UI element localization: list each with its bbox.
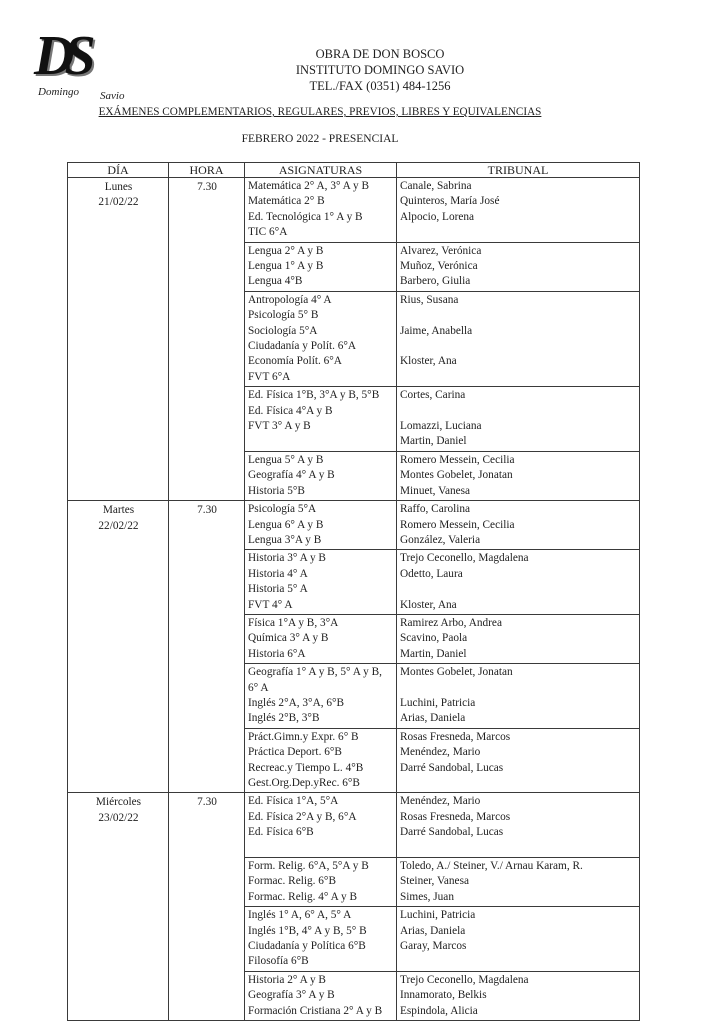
subject-line: Ed. Física 2°A y B, 6°A <box>248 810 357 823</box>
subject-line: Historia 5°B <box>248 484 305 497</box>
subjects-cell <box>245 971 397 1020</box>
tribunal-member: Odetto, Laura <box>400 567 463 580</box>
column-header-subjects: ASIGNATURAS <box>245 163 397 178</box>
subject-line: Lengua 6° A y B <box>248 518 324 531</box>
subject-line: Ed. Física 6°B <box>248 826 314 839</box>
tribunal-cell <box>397 971 640 1020</box>
tribunal-member <box>400 308 637 323</box>
tribunal-member: Luchini, Patricia <box>400 909 476 922</box>
tribunal-member <box>400 404 637 419</box>
subjects-cell <box>245 614 397 663</box>
day-date: 23/02/22 <box>98 811 139 824</box>
day-cell <box>68 178 169 501</box>
tribunal-member: Menéndez, Mario <box>400 746 481 759</box>
subject-line: FVT 6°A <box>248 370 291 383</box>
tribunal-cell <box>397 858 640 907</box>
header-line-1: OBRA DE DON BOSCO <box>315 47 445 61</box>
hour-cell: 7.30 <box>169 501 245 793</box>
subjects-cell <box>245 664 397 729</box>
day-date: 22/02/22 <box>98 519 139 532</box>
subject-line: Gest.Org.Dep.yRec. 6°B <box>248 777 360 790</box>
subject-line: Historia 2° A y B <box>248 973 326 986</box>
day-cell <box>68 793 169 1021</box>
header-line-3: TEL./FAX (0351) 484-1256 <box>309 79 451 93</box>
logo-text-domingo: Domingo <box>38 86 79 98</box>
subject-line: Sociología 5°A <box>248 324 318 337</box>
subject-line: Geografía 4° A y B <box>248 469 335 482</box>
tribunal-member <box>400 582 637 597</box>
subject-line <box>248 841 394 856</box>
subjects-cell <box>245 793 397 858</box>
subject-line: Ed. Física 1°B, 3°A y B, 5°B <box>248 389 380 402</box>
document-subtitle: FEBRERO 2022 - PRESENCIAL <box>241 133 399 145</box>
subject-line: Filosofía 6°B <box>248 955 309 968</box>
tribunal-member: Rosas Fresneda, Marcos <box>400 730 511 743</box>
tribunal-member: Espindola, Alicia <box>400 1004 478 1017</box>
tribunal-cell <box>397 242 640 291</box>
hour-cell: 7.30 <box>169 178 245 501</box>
subjects-cell <box>245 178 397 243</box>
subjects-cell <box>245 291 397 386</box>
table-row <box>68 501 640 550</box>
tribunal-member: Simes, Juan <box>400 890 454 903</box>
subject-line: Historia 6°A <box>248 647 306 660</box>
tribunal-member: Martin, Daniel <box>400 647 467 660</box>
tribunal-member: Martin, Daniel <box>400 435 467 448</box>
tribunal-cell <box>397 501 640 550</box>
subject-line: Práctica Deport. 6°B <box>248 746 342 759</box>
subject-line: Física 1°A y B, 3°A <box>248 616 339 629</box>
subject-line: Ed. Física 1°A, 5°A <box>248 795 339 808</box>
tribunal-member: Jaime, Anabella <box>400 324 473 337</box>
subject-line: Recreac.y Tiempo L. 4°B <box>248 761 364 774</box>
table-header-row <box>68 163 640 178</box>
day-name: Miércoles <box>95 796 142 809</box>
subject-line: Historia 3° A y B <box>248 552 326 565</box>
subject-line: Historia 4° A <box>248 567 308 580</box>
subjects-cell <box>245 242 397 291</box>
tribunal-cell <box>397 907 640 972</box>
subject-line: FVT 3° A y B <box>248 420 311 433</box>
table-row <box>68 793 640 858</box>
subject-line: Antropología 4° A <box>248 293 332 306</box>
tribunal-cell <box>397 728 640 793</box>
tribunal-cell <box>397 793 640 858</box>
subject-line: Lengua 2° A y B <box>248 244 324 257</box>
tribunal-member: Alvarez, Verónica <box>400 244 482 257</box>
day-cell <box>68 501 169 793</box>
subject-line: FVT 4° A <box>248 598 293 611</box>
subject-line: Inglés 2°B, 3°B <box>248 712 320 725</box>
tribunal-member: Alpocio, Lorena <box>400 210 475 223</box>
subject-line: Geografía 1° A y B, 5° A y B, 6° A <box>248 666 382 694</box>
subjects-cell <box>245 387 397 452</box>
tribunal-cell <box>397 291 640 386</box>
tribunal-member <box>400 339 637 354</box>
tribunal-member: Montes Gobelet, Jonatan <box>400 469 513 482</box>
schedule-body <box>68 178 640 1021</box>
tribunal-member: Romero Messein, Cecilia <box>400 518 515 531</box>
logo-initials: DS <box>34 25 86 87</box>
subject-line: Matemática 2° A, 3° A y B <box>248 180 370 192</box>
subjects-cell <box>245 907 397 972</box>
tribunal-member: Rosas Fresneda, Marcos <box>400 810 511 823</box>
tribunal-cell <box>397 550 640 615</box>
subjects-cell <box>245 501 397 550</box>
subject-line: Geografía 3° A y B <box>248 989 335 1002</box>
logo-text-savio: Savio <box>100 90 125 102</box>
tribunal-cell <box>397 664 640 729</box>
tribunal-member: Garay, Marcos <box>400 940 467 953</box>
subject-line: Economía Polít. 6°A <box>248 355 342 368</box>
tribunal-member: Kloster, Ana <box>400 355 457 368</box>
day-date: 21/02/22 <box>98 196 139 209</box>
subjects-cell <box>245 858 397 907</box>
subject-line: Ciudadanía y Polít. 6°A <box>248 340 357 353</box>
tribunal-member: Rius, Susana <box>400 293 459 306</box>
tribunal-member: Arias, Daniela <box>400 924 466 937</box>
tribunal-member: Steiner, Vanesa <box>400 875 469 888</box>
subject-line: Ed. Física 4°A y B <box>248 404 333 417</box>
subject-line: Lengua 3°A y B <box>248 533 322 546</box>
subject-line: TIC 6°A <box>248 226 288 239</box>
header-line-2: INSTITUTO DOMINGO SAVIO <box>295 63 465 77</box>
tribunal-member <box>400 681 637 696</box>
table-row <box>68 178 640 243</box>
tribunal-cell <box>397 614 640 663</box>
subjects-cell <box>245 728 397 793</box>
subject-line: Inglés 2°A, 3°A, 6°B <box>248 696 345 709</box>
tribunal-member: Muñoz, Verónica <box>400 260 478 273</box>
subject-line: Lengua 1° A y B <box>248 260 324 273</box>
tribunal-member: González, Valeria <box>400 533 481 546</box>
tribunal-member: Innamorato, Belkis <box>400 989 487 1002</box>
tribunal-member: Darré Sandobal, Lucas <box>400 761 504 774</box>
subjects-cell <box>245 451 397 500</box>
subject-line: Lengua 5° A y B <box>248 453 324 466</box>
day-name: Martes <box>102 504 135 517</box>
tribunal-member: Quinteros, María José <box>400 195 500 208</box>
tribunal-member: Barbero, Giulia <box>400 275 471 288</box>
subject-line: Lengua 4°B <box>248 275 303 288</box>
column-header-tribunal: TRIBUNAL <box>397 163 640 178</box>
subject-line: Ciudadanía y Política 6°B <box>248 940 366 953</box>
tribunal-member: Minuet, Vanesa <box>400 484 471 497</box>
tribunal-member: Lomazzi, Luciana <box>400 420 482 433</box>
subject-line: Formación Cristiana 2° A y B <box>248 1004 383 1017</box>
school-logo <box>26 26 132 102</box>
subject-line: Historia 5° A <box>248 583 308 596</box>
tribunal-member: Trejo Ceconello, Magdalena <box>400 973 529 986</box>
tribunal-member: Trejo Ceconello, Magdalena <box>400 552 529 565</box>
subject-line: Psicología 5°A <box>248 503 317 516</box>
hour-cell: 7.30 <box>169 793 245 1021</box>
subject-line: Form. Relig. 6°A, 5°A y B <box>248 860 369 873</box>
exam-schedule-table <box>67 162 640 1021</box>
tribunal-cell <box>397 178 640 243</box>
subject-line: Ed. Tecnológica 1° A y B <box>248 210 363 223</box>
subject-line: Formac. Relig. 6°B <box>248 875 336 888</box>
subject-line: Inglés 1° A, 6° A, 5° A <box>248 909 352 922</box>
tribunal-member: Darré Sandobal, Lucas <box>400 826 504 839</box>
tribunal-member: Toledo, A./ Steiner, V./ Arnau Karam, R. <box>400 860 583 873</box>
subject-line: Formac. Relig. 4° A y B <box>248 890 358 903</box>
subject-line: Matemática 2° B <box>248 195 325 208</box>
document-title: EXÁMENES COMPLEMENTARIOS, REGULARES, PREVIOS, LIBRES Y EQUIVALENCIAS <box>98 106 542 118</box>
tribunal-member: Arias, Daniela <box>400 712 466 725</box>
tribunal-member: Canale, Sabrina <box>400 180 472 192</box>
tribunal-member: Luchini, Patricia <box>400 696 476 709</box>
subject-line: Inglés 1°B, 4° A y B, 5° B <box>248 924 367 937</box>
day-name: Lunes <box>104 181 133 193</box>
column-header-day: DÍA <box>68 163 169 178</box>
tribunal-member: Romero Messein, Cecilia <box>400 453 515 466</box>
subject-line: Química 3° A y B <box>248 632 329 645</box>
subject-line: Práct.Gimn.y Expr. 6° B <box>248 730 359 743</box>
subjects-cell <box>245 550 397 615</box>
tribunal-cell <box>397 451 640 500</box>
tribunal-member: Scavino, Paola <box>400 632 468 645</box>
column-header-hour: HORA <box>169 163 245 178</box>
tribunal-member: Menéndez, Mario <box>400 795 481 808</box>
tribunal-member: Montes Gobelet, Jonatan <box>400 666 513 679</box>
tribunal-member: Ramirez Arbo, Andrea <box>400 616 502 629</box>
tribunal-member: Cortes, Carina <box>400 389 466 402</box>
tribunal-cell <box>397 387 640 452</box>
tribunal-member: Kloster, Ana <box>400 598 457 611</box>
tribunal-member: Raffo, Carolina <box>400 503 471 516</box>
subject-line: Psicología 5° B <box>248 309 319 322</box>
